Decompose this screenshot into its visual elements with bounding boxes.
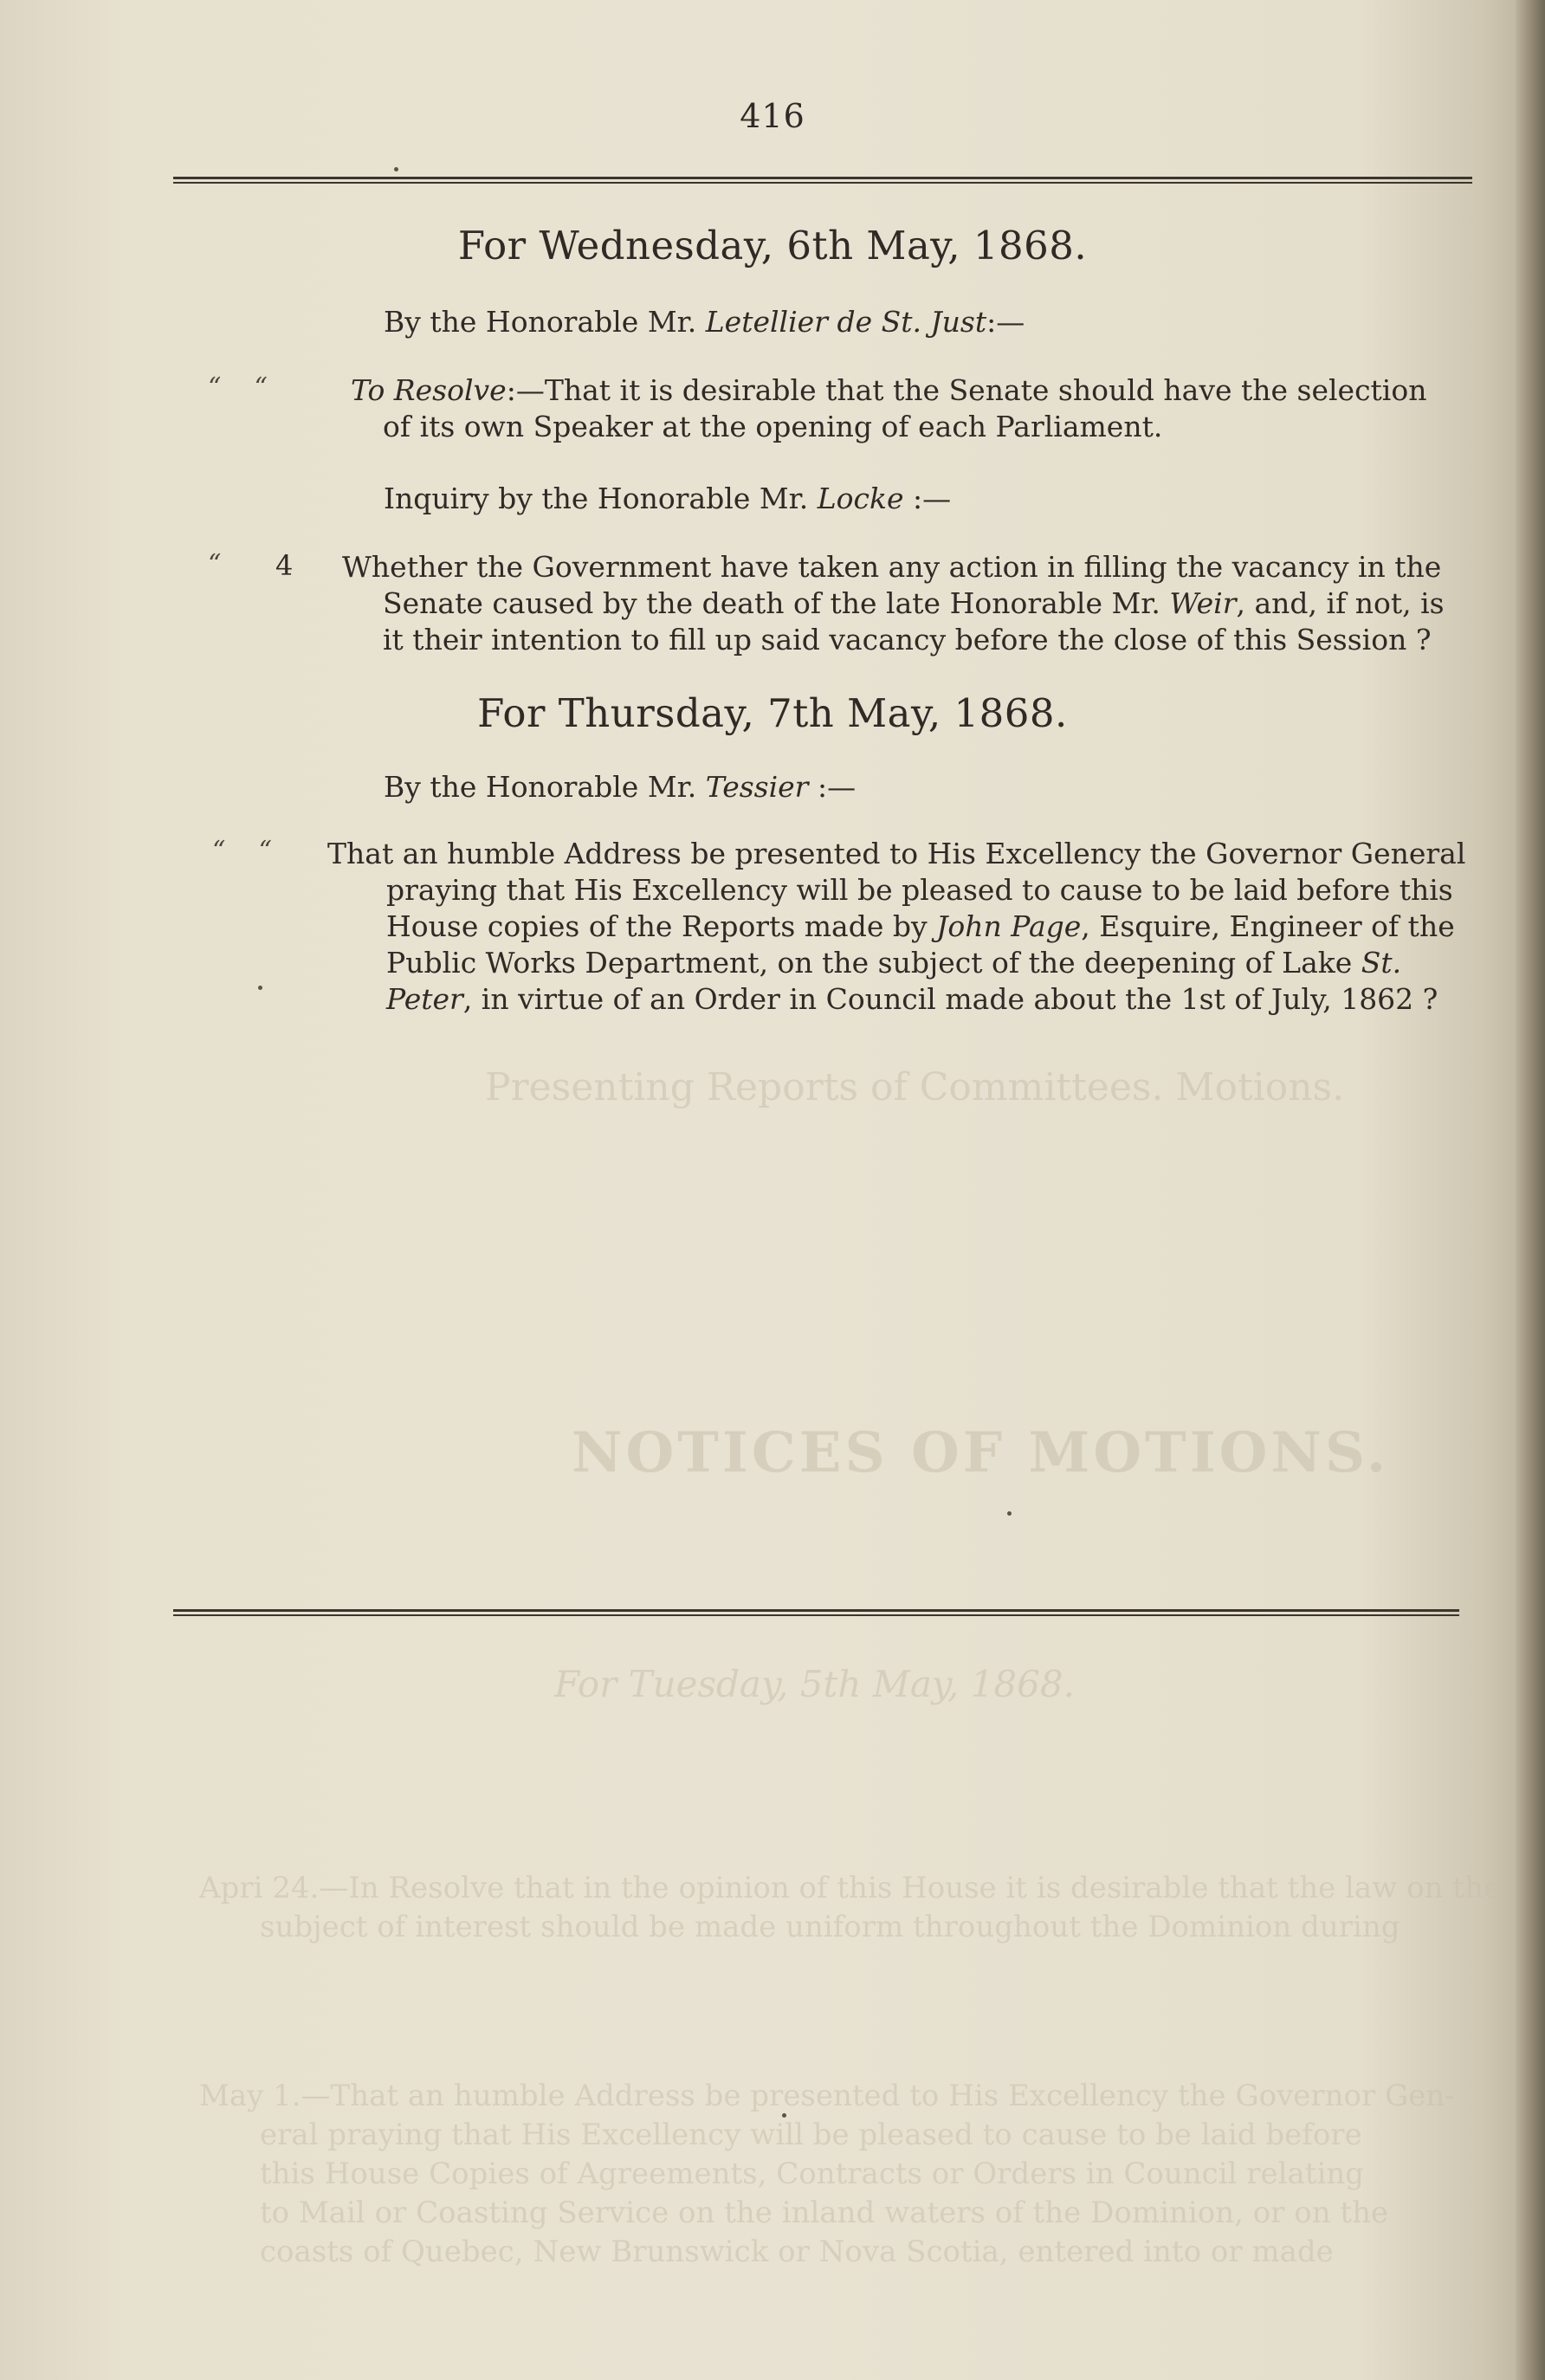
section-heading-wednesday: For Wednesday, 6th May, 1868. bbox=[457, 223, 1088, 268]
paragraph-line: Whether the Government have taken any action in filling the vacancy in the bbox=[342, 550, 1442, 584]
page-number: 416 bbox=[740, 97, 805, 135]
paragraph-line: of its own Speaker at the opening of each Parliament. bbox=[383, 410, 1163, 443]
show-through-text: subject of interest should be made uniform throughout the Dominion during bbox=[260, 1910, 1400, 1944]
ink-speck bbox=[782, 2113, 786, 2118]
show-through-text: this House Copies of Agreements, Contracts or Orders in Council relating bbox=[260, 2157, 1364, 2191]
ink-speck bbox=[258, 986, 262, 990]
show-through-text: Presenting Reports of Committees. Motions. bbox=[485, 1065, 1345, 1109]
show-through-heading: NOTICES OF MOTIONS. bbox=[572, 1420, 1390, 1485]
address-paragraph bbox=[327, 836, 1465, 1018]
paragraph-line: Senate caused by the death of the late Honorable Mr. Weir, and, if not, is bbox=[383, 586, 1445, 620]
page-spine-shadow bbox=[1516, 0, 1545, 2380]
section-heading-thursday: For Thursday, 7th May, 1868. bbox=[477, 690, 1068, 736]
paragraph-line: House copies of the Reports made by John Page, Esquire, Engineer of the bbox=[386, 909, 1455, 943]
inquiry-paragraph bbox=[342, 549, 1465, 658]
quote-marks: “ “ bbox=[208, 372, 268, 403]
show-through-text: to Mail or Coasting Service on the inland waters of the Dominion, or on the bbox=[260, 2196, 1389, 2230]
show-through-text: eral praying that His Excellency will be pleased to cause to be laid before bbox=[260, 2118, 1362, 2152]
show-through-text: coasts of Quebec, New Brunswick or Nova Scotia, entered into or made bbox=[260, 2234, 1334, 2269]
paragraph-line: To Resolve:—That it is desirable that the Senate should have the selection bbox=[351, 373, 1427, 407]
show-through-text: May 1.—That an humble Address be presented to His Excellency the Governor Gen- bbox=[199, 2079, 1455, 2113]
quote-marks: “ bbox=[208, 549, 222, 579]
by-line-letellier: By the Honorable Mr. Letellier de St. Just:— bbox=[384, 305, 1025, 339]
resolution-paragraph bbox=[351, 372, 1465, 445]
top-double-rule bbox=[173, 177, 1472, 185]
item-number: 4 bbox=[275, 549, 294, 582]
show-through-text: Apri 24.—In Resolve that in the opinion of this House it is desirable that the law on the bbox=[199, 1871, 1501, 1905]
paragraph-line: praying that His Excellency will be pleased to cause to be laid before this bbox=[386, 873, 1453, 907]
inquiry-line-locke: Inquiry by the Honorable Mr. Locke :— bbox=[384, 482, 952, 515]
paragraph-line: Peter, in virtue of an Order in Council made about the 1st of July, 1862 ? bbox=[386, 982, 1438, 1016]
ink-speck bbox=[394, 167, 398, 171]
paragraph-line: it their intention to fill up said vacancy before the close of this Session ? bbox=[383, 623, 1432, 656]
by-line-tessier: By the Honorable Mr. Tessier :— bbox=[384, 770, 857, 804]
paragraph-line: Public Works Department, on the subject of the deepening of Lake St. bbox=[386, 946, 1402, 980]
ink-speck bbox=[1007, 1511, 1012, 1516]
paragraph-line: That an humble Address be presented to His Excellency the Governor General bbox=[327, 837, 1466, 870]
show-through-text: For Tuesday, 5th May, 1868. bbox=[554, 1663, 1075, 1705]
bottom-double-rule bbox=[173, 1609, 1459, 1618]
quote-marks: “ “ bbox=[212, 836, 272, 866]
